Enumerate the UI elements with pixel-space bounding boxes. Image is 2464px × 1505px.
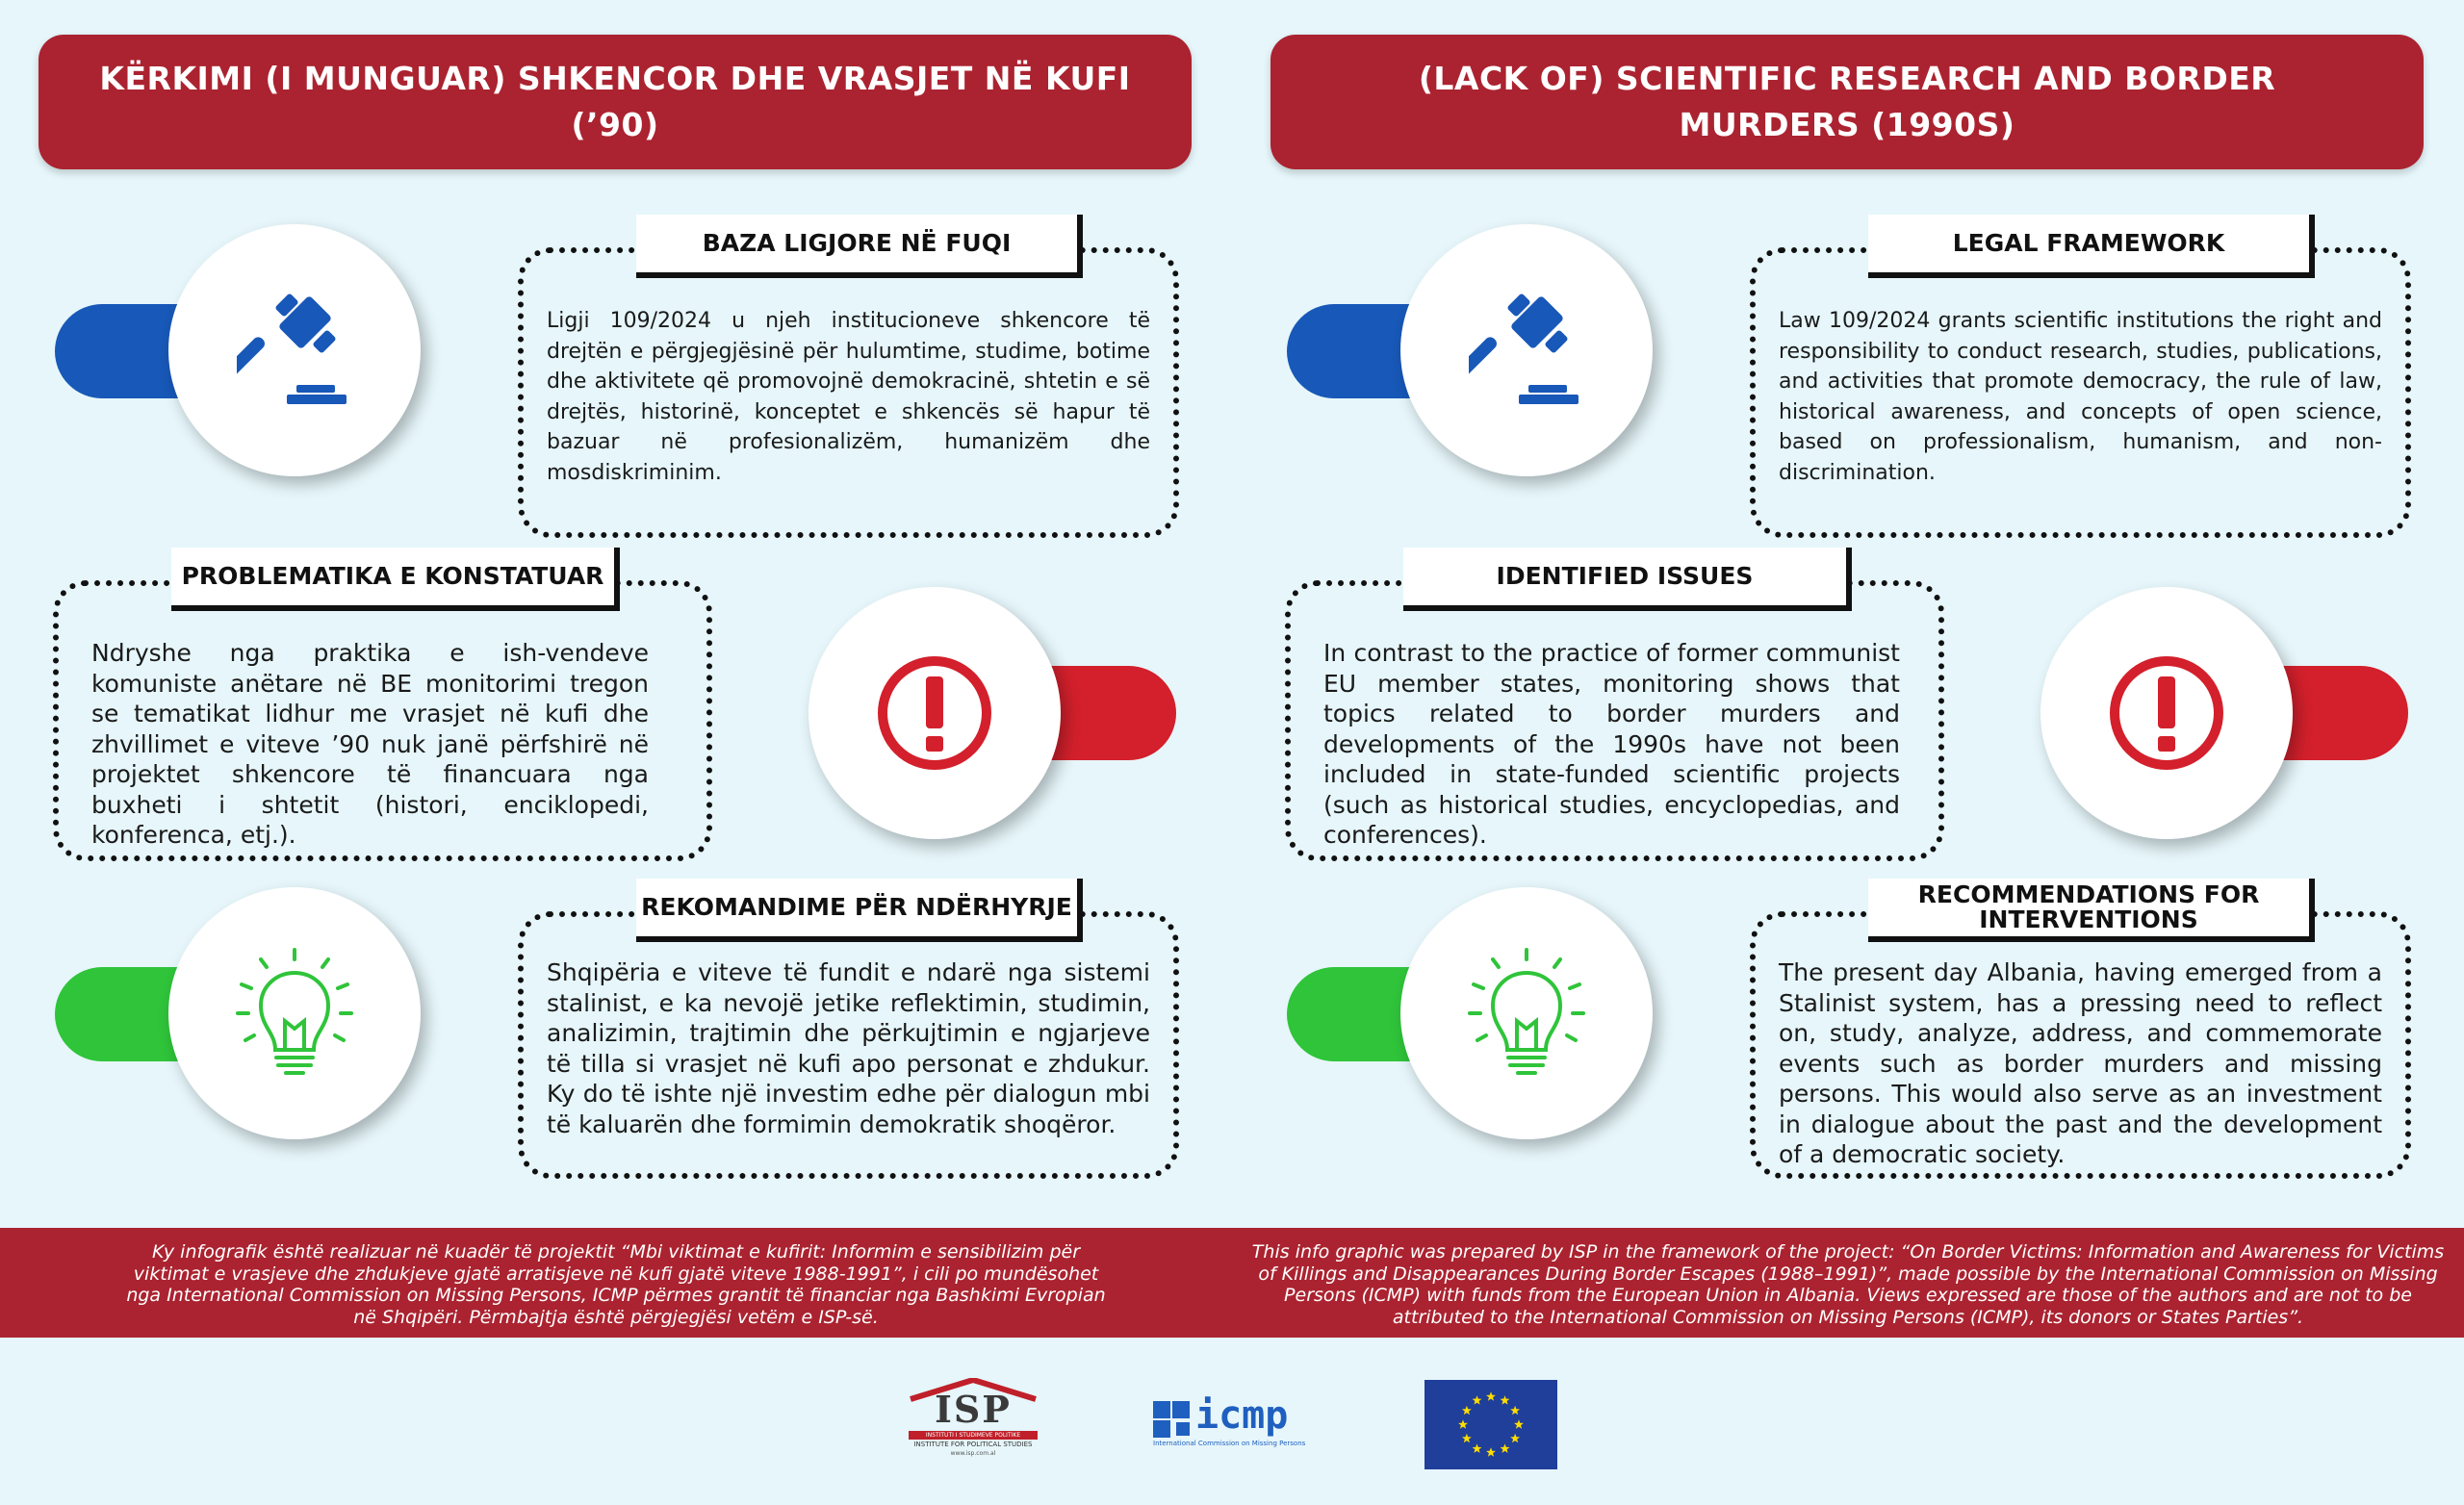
isp-logo [903, 1378, 1043, 1465]
lightbulb-icon [232, 946, 357, 1081]
right-legal-box [1750, 228, 2411, 538]
eu-star-icon [1501, 1443, 1510, 1452]
left-recommend-text: Shqipëria e viteve të fundit e ndarë nga sistemi stalinist, e ka nevojë jetike reflektimin, studimin, analizimin, trajtimin dhe përkujtimin e ngjarjeve të tilla si vrasjet në kufi apo personat e zhdukur. Ky do të ishte një investim edhe për dialogun mbi të kaluarën dhe formimin demokratik shoqëror. [547, 958, 1150, 1138]
right-issues-circle [2040, 587, 2293, 839]
left-recommend-circle [168, 887, 421, 1139]
icmp-logo-name: icmp [1195, 1393, 1289, 1438]
eu-star-icon [1458, 1419, 1468, 1428]
isp-logo-line1: INSTITUTI I STUDIMEVE POLITIKE [909, 1431, 1038, 1440]
left-recommend-box [518, 892, 1179, 1179]
left-legal-box [518, 228, 1179, 538]
eu-star-icon [1510, 1406, 1520, 1415]
right-issues-box [1285, 561, 1944, 861]
isp-logo-line2: INSTITUTE FOR POLITICAL STUDIES [913, 1441, 1033, 1448]
right-recommend-title: RECOMMENDATIONS FOR INTERVENTIONS [1868, 879, 2315, 942]
right-recommend-circle [1400, 887, 1653, 1139]
exclamation-icon [2107, 653, 2226, 773]
left-header-banner [38, 35, 1192, 169]
eu-flag [1424, 1380, 1557, 1469]
eu-star-icon [1514, 1419, 1524, 1428]
lightbulb-icon [1464, 946, 1589, 1081]
left-issues-text: Ndryshe nga praktika e ish-vendeve komuniste anëtare në BE monitorimi tregon se tematikat lidhur me vrasjet në kufi dhe zhvillimet e viteve ’90 nuk janë përfshirë në projektet shkencore të financuara nga buxheti i shtetit (histori, enciklopedi, konferenca, etj.). [91, 639, 649, 849]
right-legal-text: Law 109/2024 grants scientific institutions the right and responsibility to conduct research, studies, publications, and activities that promote democracy, the rule of law, historical awareness, and concepts of open science, based on professionalism, humanism, and non-discrimination. [1779, 309, 2382, 485]
icmp-logo-tagline: International Commission on Missing Persons [1153, 1440, 1306, 1447]
right-legal-circle [1400, 224, 1653, 476]
right-issues-title: IDENTIFIED ISSUES [1403, 548, 1852, 611]
isp-logo-url: www.isp.com.al [950, 1450, 996, 1457]
eu-star-icon [1510, 1434, 1520, 1442]
eu-star-icon [1486, 1447, 1496, 1456]
right-header-banner [1270, 35, 2424, 169]
left-issues-circle [808, 587, 1061, 839]
right-recommend-text: The present day Albania, having emerged from a Stalinist system, has a pressing need to reflect on, study, analyze, address, and commemorate events such as border murders and missing persons. This would also serve as an investment in dialogue about the past and the development of a democratic society. [1779, 958, 2382, 1168]
exclamation-icon [875, 653, 994, 773]
left-legal-circle [168, 224, 421, 476]
left-header-title: KËRKIMI (I MUNGUAR) SHKENCOR DHE VRASJET NË KUFI (’90) [99, 60, 1131, 143]
footer-band [0, 1228, 2464, 1338]
left-issues-box [53, 561, 712, 861]
gavel-icon [237, 293, 352, 408]
left-legal-text: Ligji 109/2024 u njeh institucioneve shkencore të drejtën e përgjegjësinë për hulumtime, studime, botime dhe aktivitete që promovojnë demokracinë, shtetin e së drejtës, historinë, konceptet e shkencës së hapur të bazuar në profesionalizëm, humanizëm dhe mosdiskriminim. [547, 309, 1150, 485]
right-legal-title: LEGAL FRAMEWORK [1868, 215, 2315, 278]
right-recommend-box [1750, 880, 2411, 1179]
left-issues-title: PROBLEMATIKA E KONSTATUAR [171, 548, 620, 611]
eu-star-icon [1462, 1434, 1472, 1442]
eu-star-icon [1473, 1443, 1482, 1452]
eu-star-icon [1462, 1406, 1472, 1415]
icmp-logo [1153, 1393, 1322, 1451]
gavel-icon [1469, 293, 1584, 408]
left-recommend-title: REKOMANDIME PËR NDËRHYRJE [636, 879, 1083, 942]
icmp-mark-icon [1153, 1401, 1194, 1438]
footer-text-albanian: Ky infografik është realizuar në kuadër të projektit “Mbi viktimat e kufirit: Informim e sensibilizim për viktimat e vrasjeve dhe zhdukjeve gjatë arratisjeve në kufi gjatë viteve 1988-1991”, i cili po mundësohet nga International Commission on Missing Persons, ICMP përmes grantit të financiar nga Bashkimi Evropian në Shqipëri. Përmbajtja është përgjegjësi vetëm e ISP-së. [126, 1241, 1106, 1328]
eu-star-icon [1501, 1395, 1510, 1404]
eu-flag-icon [1424, 1380, 1557, 1469]
eu-star-icon [1473, 1395, 1482, 1404]
right-header-title: (LACK OF) SCIENTIFIC RESEARCH AND BORDER MURDERS (1990S) [1418, 60, 2276, 143]
left-legal-title: BAZA LIGJORE NË FUQI [636, 215, 1083, 278]
isp-logo-name: ISP [935, 1388, 1012, 1431]
footer-text-english: This info graphic was prepared by ISP in the framework of the project: “On Border Victims: Information and Awareness for Victims of Killings and Disappearances During Border Escapes (1988–1991)”, made possible by the International Commission on Missing Persons (ICMP) with funds from the European Union in Albania. Views expressed are those of the authors and are not to be attributed to the International Commission on Missing Persons (ICMP), its donors or States Parties”. [1251, 1241, 2445, 1328]
right-issues-text: In contrast to the practice of former communist EU member states, monitoring shows that topics related to border murders and developments of the 1990s have not been included in state-funded scientific projects (such as historical studies, encyclopedias, and conferences). [1323, 639, 1900, 849]
eu-star-icon [1486, 1391, 1496, 1400]
